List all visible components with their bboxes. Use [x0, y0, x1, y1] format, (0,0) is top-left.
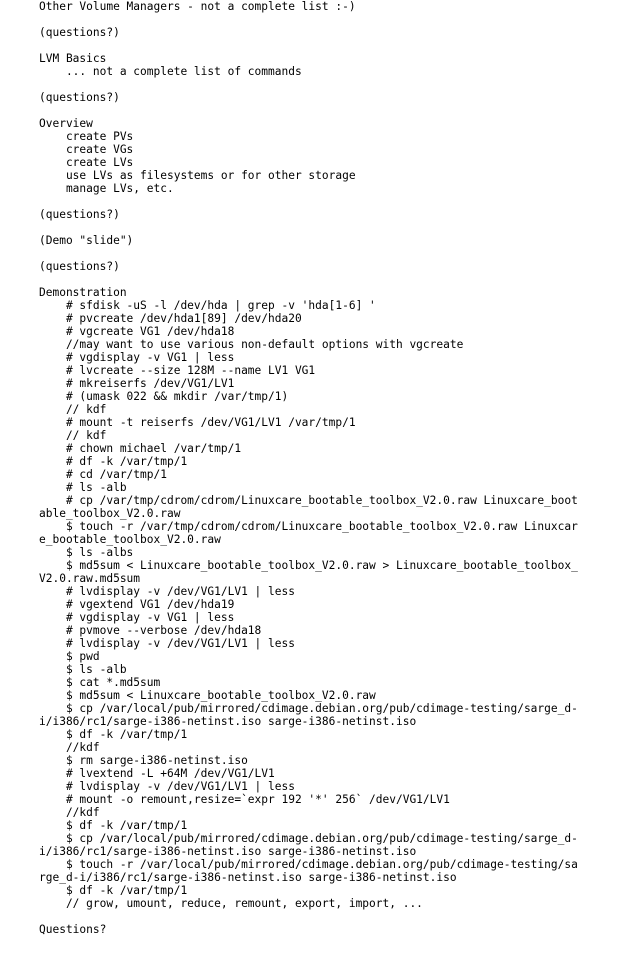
text-line: i/i386/rc1/sarge-i386-netinst.iso sarge-i386-netinst.iso	[39, 845, 417, 858]
text-line: //may want to use various non-default options with vgcreate	[39, 338, 464, 351]
text-line: $ md5sum < Linuxcare_bootable_toolbox_V2.0.raw	[39, 689, 376, 702]
text-line: able_toolbox_V2.0.raw	[39, 507, 181, 520]
text-line: $ rm sarge-i386-netinst.iso	[39, 754, 248, 767]
text-line: manage LVs, etc.	[39, 182, 174, 195]
text-line: $ cp /var/local/pub/mirrored/cdimage.debian.org/pub/cdimage-testing/sarge_d-	[39, 702, 578, 715]
text-line: # vgdisplay -v VG1 | less	[39, 351, 235, 364]
text-line: use LVs as filesystems or for other storage	[39, 169, 356, 182]
text-line: $ touch -r /var/local/pub/mirrored/cdimage.debian.org/pub/cdimage-testing/sa	[39, 858, 578, 871]
text-line: # cp /var/tmp/cdrom/cdrom/Linuxcare_bootable_toolbox_V2.0.raw Linuxcare_boot	[39, 494, 578, 507]
text-line: (questions?)	[39, 260, 120, 273]
document-text	[39, 0, 635, 936]
text-line	[39, 247, 635, 260]
text-line: (Demo "slide")	[39, 234, 134, 247]
text-line	[39, 13, 635, 26]
text-line	[39, 273, 635, 286]
text-line	[39, 195, 635, 208]
text-line: # (umask 022 && mkdir /var/tmp/1)	[39, 390, 289, 403]
text-line: // kdf	[39, 403, 107, 416]
text-line: $ cp /var/local/pub/mirrored/cdimage.debian.org/pub/cdimage-testing/sarge_d-	[39, 832, 578, 845]
text-line: # lvdisplay -v /dev/VG1/LV1 | less	[39, 637, 295, 650]
text-line: Questions?	[39, 923, 107, 936]
text-line: # cd /var/tmp/1	[39, 468, 167, 481]
text-line: $ cat *.md5sum	[39, 676, 161, 689]
text-line: // grow, umount, reduce, remount, export, import, ...	[39, 897, 423, 910]
text-line: (questions?)	[39, 208, 120, 221]
text-line: # ls -alb	[39, 481, 127, 494]
text-line: $ df -k /var/tmp/1	[39, 884, 188, 897]
text-line: create PVs	[39, 130, 134, 143]
text-line: create LVs	[39, 156, 134, 169]
text-line: Overview	[39, 117, 93, 130]
text-line	[39, 221, 635, 234]
text-line: e_bootable_toolbox_V2.0.raw	[39, 533, 221, 546]
text-line: # mount -t reiserfs /dev/VG1/LV1 /var/tmp/1	[39, 416, 356, 429]
text-line: //kdf	[39, 806, 100, 819]
text-line: # mkreiserfs /dev/VG1/LV1	[39, 377, 235, 390]
text-line: i/i386/rc1/sarge-i386-netinst.iso sarge-i386-netinst.iso	[39, 715, 417, 728]
text-line	[39, 78, 635, 91]
text-line: ... not a complete list of commands	[39, 65, 302, 78]
text-line: # vgextend VG1 /dev/hda19	[39, 598, 235, 611]
text-line	[39, 910, 635, 923]
text-line: # lvdisplay -v /dev/VG1/LV1 | less	[39, 585, 295, 598]
text-line: Other Volume Managers - not a complete list :-)	[39, 0, 356, 13]
text-line: # df -k /var/tmp/1	[39, 455, 188, 468]
text-line: LVM Basics	[39, 52, 107, 65]
text-line: # vgdisplay -v VG1 | less	[39, 611, 235, 624]
text-line: (questions?)	[39, 91, 120, 104]
text-line: # mount -o remount,resize=`expr 192 '*' 256` /dev/VG1/LV1	[39, 793, 450, 806]
text-line: (questions?)	[39, 26, 120, 39]
text-line: # chown michael /var/tmp/1	[39, 442, 242, 455]
text-line: $ touch -r /var/tmp/cdrom/cdrom/Linuxcare_bootable_toolbox_V2.0.raw Linuxcar	[39, 520, 578, 533]
text-line: // kdf	[39, 429, 107, 442]
text-line	[39, 39, 635, 52]
text-line: $ md5sum < Linuxcare_bootable_toolbox_V2.0.raw > Linuxcare_bootable_toolbox_	[39, 559, 578, 572]
text-line: $ df -k /var/tmp/1	[39, 728, 188, 741]
text-line: $ ls -albs	[39, 546, 134, 559]
text-line: # pvmove --verbose /dev/hda18	[39, 624, 262, 637]
text-line: # sfdisk -uS -l /dev/hda | grep -v 'hda[1-6] '	[39, 299, 376, 312]
text-line: # pvcreate /dev/hda1[89] /dev/hda20	[39, 312, 302, 325]
text-line: # vgcreate VG1 /dev/hda18	[39, 325, 235, 338]
text-line: $ ls -alb	[39, 663, 127, 676]
text-line: # lvextend -L +64M /dev/VG1/LV1	[39, 767, 275, 780]
text-line: # lvcreate --size 128M --name LV1 VG1	[39, 364, 316, 377]
text-line: Demonstration	[39, 286, 127, 299]
text-line: $ pwd	[39, 650, 100, 663]
text-line: rge_d-i/i386/rc1/sarge-i386-netinst.iso sarge-i386-netinst.iso	[39, 871, 457, 884]
text-line: create VGs	[39, 143, 134, 156]
text-line: $ df -k /var/tmp/1	[39, 819, 188, 832]
text-line	[39, 104, 635, 117]
text-line: # lvdisplay -v /dev/VG1/LV1 | less	[39, 780, 295, 793]
text-line: V2.0.raw.md5sum	[39, 572, 141, 585]
text-line: //kdf	[39, 741, 100, 754]
